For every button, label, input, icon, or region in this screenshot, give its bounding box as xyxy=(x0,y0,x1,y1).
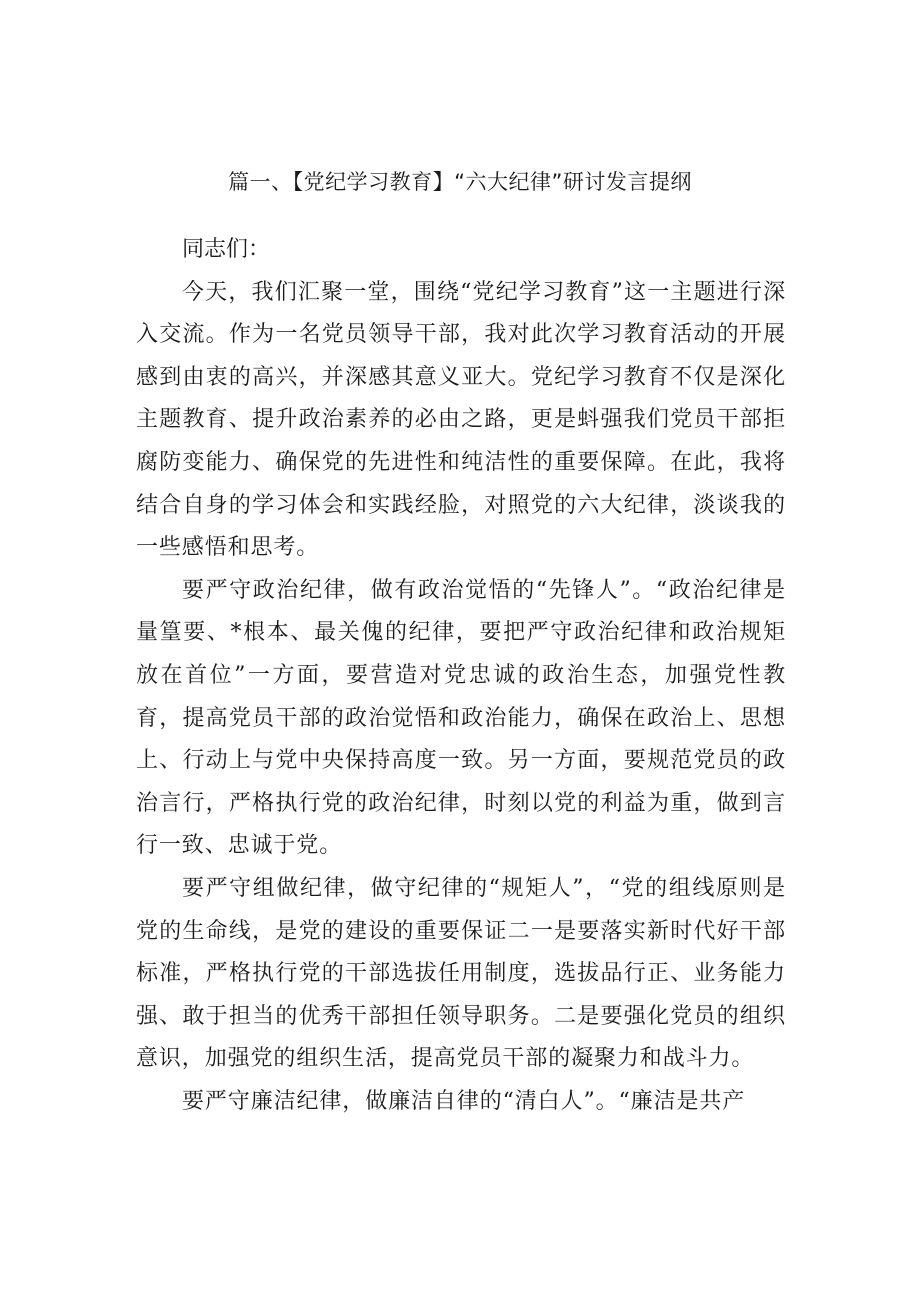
document-body xyxy=(136,229,786,1123)
paragraph-intro: 今天，我们汇聚一堂，围绕“党纪学习教育”这一主题进行深入交流。作为一名党员领导干部，我对此次学习教育活动的开展感到由衷的高兴，并深感其意义亚大。党纪学习教育不仅是深化主题教育、提升政治素养的必由之路，更是蚪强我们党员干部拒腐防变能力、确保党的先进性和纯洁性的重要保障。在此，我将结合自身的学习体会和实践经脸，对照党的六大纪律，淡谈我的一些感悟和思考。 xyxy=(136,279,786,561)
paragraph-political-discipline: 要严守政治纪律，做有政治觉悟的“先锋人”。“政治纪律是量篁要、*根本、最关傀的纪律，要把严守政治纪律和政治规矩放在首位”一方面，要营造对党忠诚的政治生态，加强党性教育，提高党员干部的政治觉悟和政治能力，确保在政治上、思想上、行动上与党中央保持高度一致。另一方面，要规范党员的政治言行，严格执行党的政治纪律，时刻以党的利益为重，做到言行一致、忠诚于党。 xyxy=(136,577,786,859)
greeting: 同志们： xyxy=(182,237,271,262)
document-title: 篇一、【党纪学习教育】“六大纪律”研讨发言提纲 xyxy=(228,170,692,194)
paragraph-organizational-discipline: 要严守组做纪律，做守纪律的“规矩人”，“党的组线原则是党的生命线，是党的建设的重要保证二一是要落实新时代好干部标准，严格执行党的干部选拔任用制度，选拔品行正、业务能力强、敢于担当的优秀干部担任领导职务。二是要强化党员的组织意识，加强党的组织生活，提高党员干部的凝聚力和战斗力。 xyxy=(136,875,786,1072)
paragraph-integrity-discipline: 要严守廉洁纪律，做廉洁自律的“清白人”。“廉洁是共产 xyxy=(182,1088,746,1114)
